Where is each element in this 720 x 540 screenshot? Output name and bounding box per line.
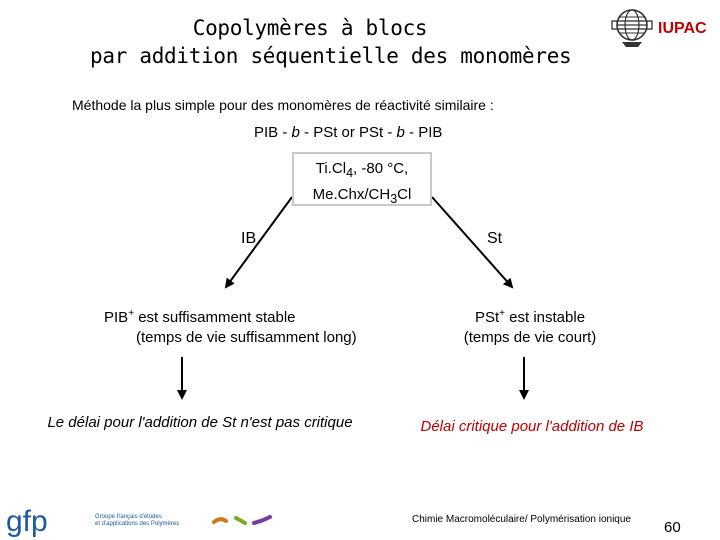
formula-b-2: b <box>396 124 405 141</box>
formula-b-1: b <box>291 124 300 141</box>
formula-part-1: PIB - <box>254 124 292 141</box>
conditions-l1-sub: 4 <box>346 166 354 180</box>
pib-node-l1b: est suffisamment stable <box>134 309 296 326</box>
conditions-l1b: , -80 °C, <box>353 160 409 177</box>
iupac-logo-text: IUPAC <box>658 20 707 37</box>
pib-node-line-2: (temps de vie suffisamment long) <box>136 329 357 346</box>
pst-node-line-1 <box>440 304 620 328</box>
pib-cation-node <box>100 304 410 348</box>
right-result-text: Délai critique pour l'addition de IB <box>420 418 644 435</box>
intro-text: Méthode la plus simple pour des monomères de réactivité similaire : <box>72 97 494 113</box>
decorative-dashes <box>212 513 274 527</box>
gfp-subtitle-line-1: Groupe français d'études <box>95 514 162 520</box>
left-result-text: Le délai pour l'addition de St n'est pas critique <box>47 414 353 431</box>
monomer-st-label: St <box>487 230 503 247</box>
footer-course-title: Chimie Macromoléculaire/ Polymérisation ionique <box>412 514 631 525</box>
conditions-line-2 <box>294 184 430 210</box>
pst-node-l1a: PSt <box>474 309 500 326</box>
pst-node-l1b: est instable <box>504 309 586 326</box>
conditions-l1a: Ti.Cl <box>315 160 347 177</box>
title-line-1: Copolymères à blocs <box>192 16 428 40</box>
gfp-subtitle <box>95 514 179 528</box>
gfp-logo <box>4 503 92 539</box>
gfp-logo-text: gfp <box>6 505 48 538</box>
conditions-l2b: Cl <box>397 186 412 203</box>
page-number: 60 <box>664 519 681 536</box>
formula-part-2: - PSt or PSt - <box>299 124 397 141</box>
pib-node-line-1 <box>100 304 410 328</box>
pib-node-l1a: PIB <box>104 309 129 326</box>
conditions-line-1 <box>294 158 430 184</box>
pst-node-sup: + <box>499 308 505 319</box>
formula-part-3: - PIB <box>404 124 443 141</box>
pst-cation-node <box>440 304 620 348</box>
conditions-l2a: Me.Chx/CH <box>312 186 391 203</box>
title-line-2: par addition séquentielle des monomères <box>90 44 572 68</box>
pib-node-sup: + <box>128 308 135 319</box>
reaction-conditions-box <box>292 152 432 206</box>
pst-node-line-2: (temps de vie court) <box>463 329 597 346</box>
gfp-subtitle-line-2: et d'applications des Polymères <box>95 521 180 527</box>
monomer-ib-label: IB <box>241 230 257 247</box>
conditions-l2-sub: 3 <box>390 192 398 206</box>
arrow-to-pib <box>226 197 292 287</box>
